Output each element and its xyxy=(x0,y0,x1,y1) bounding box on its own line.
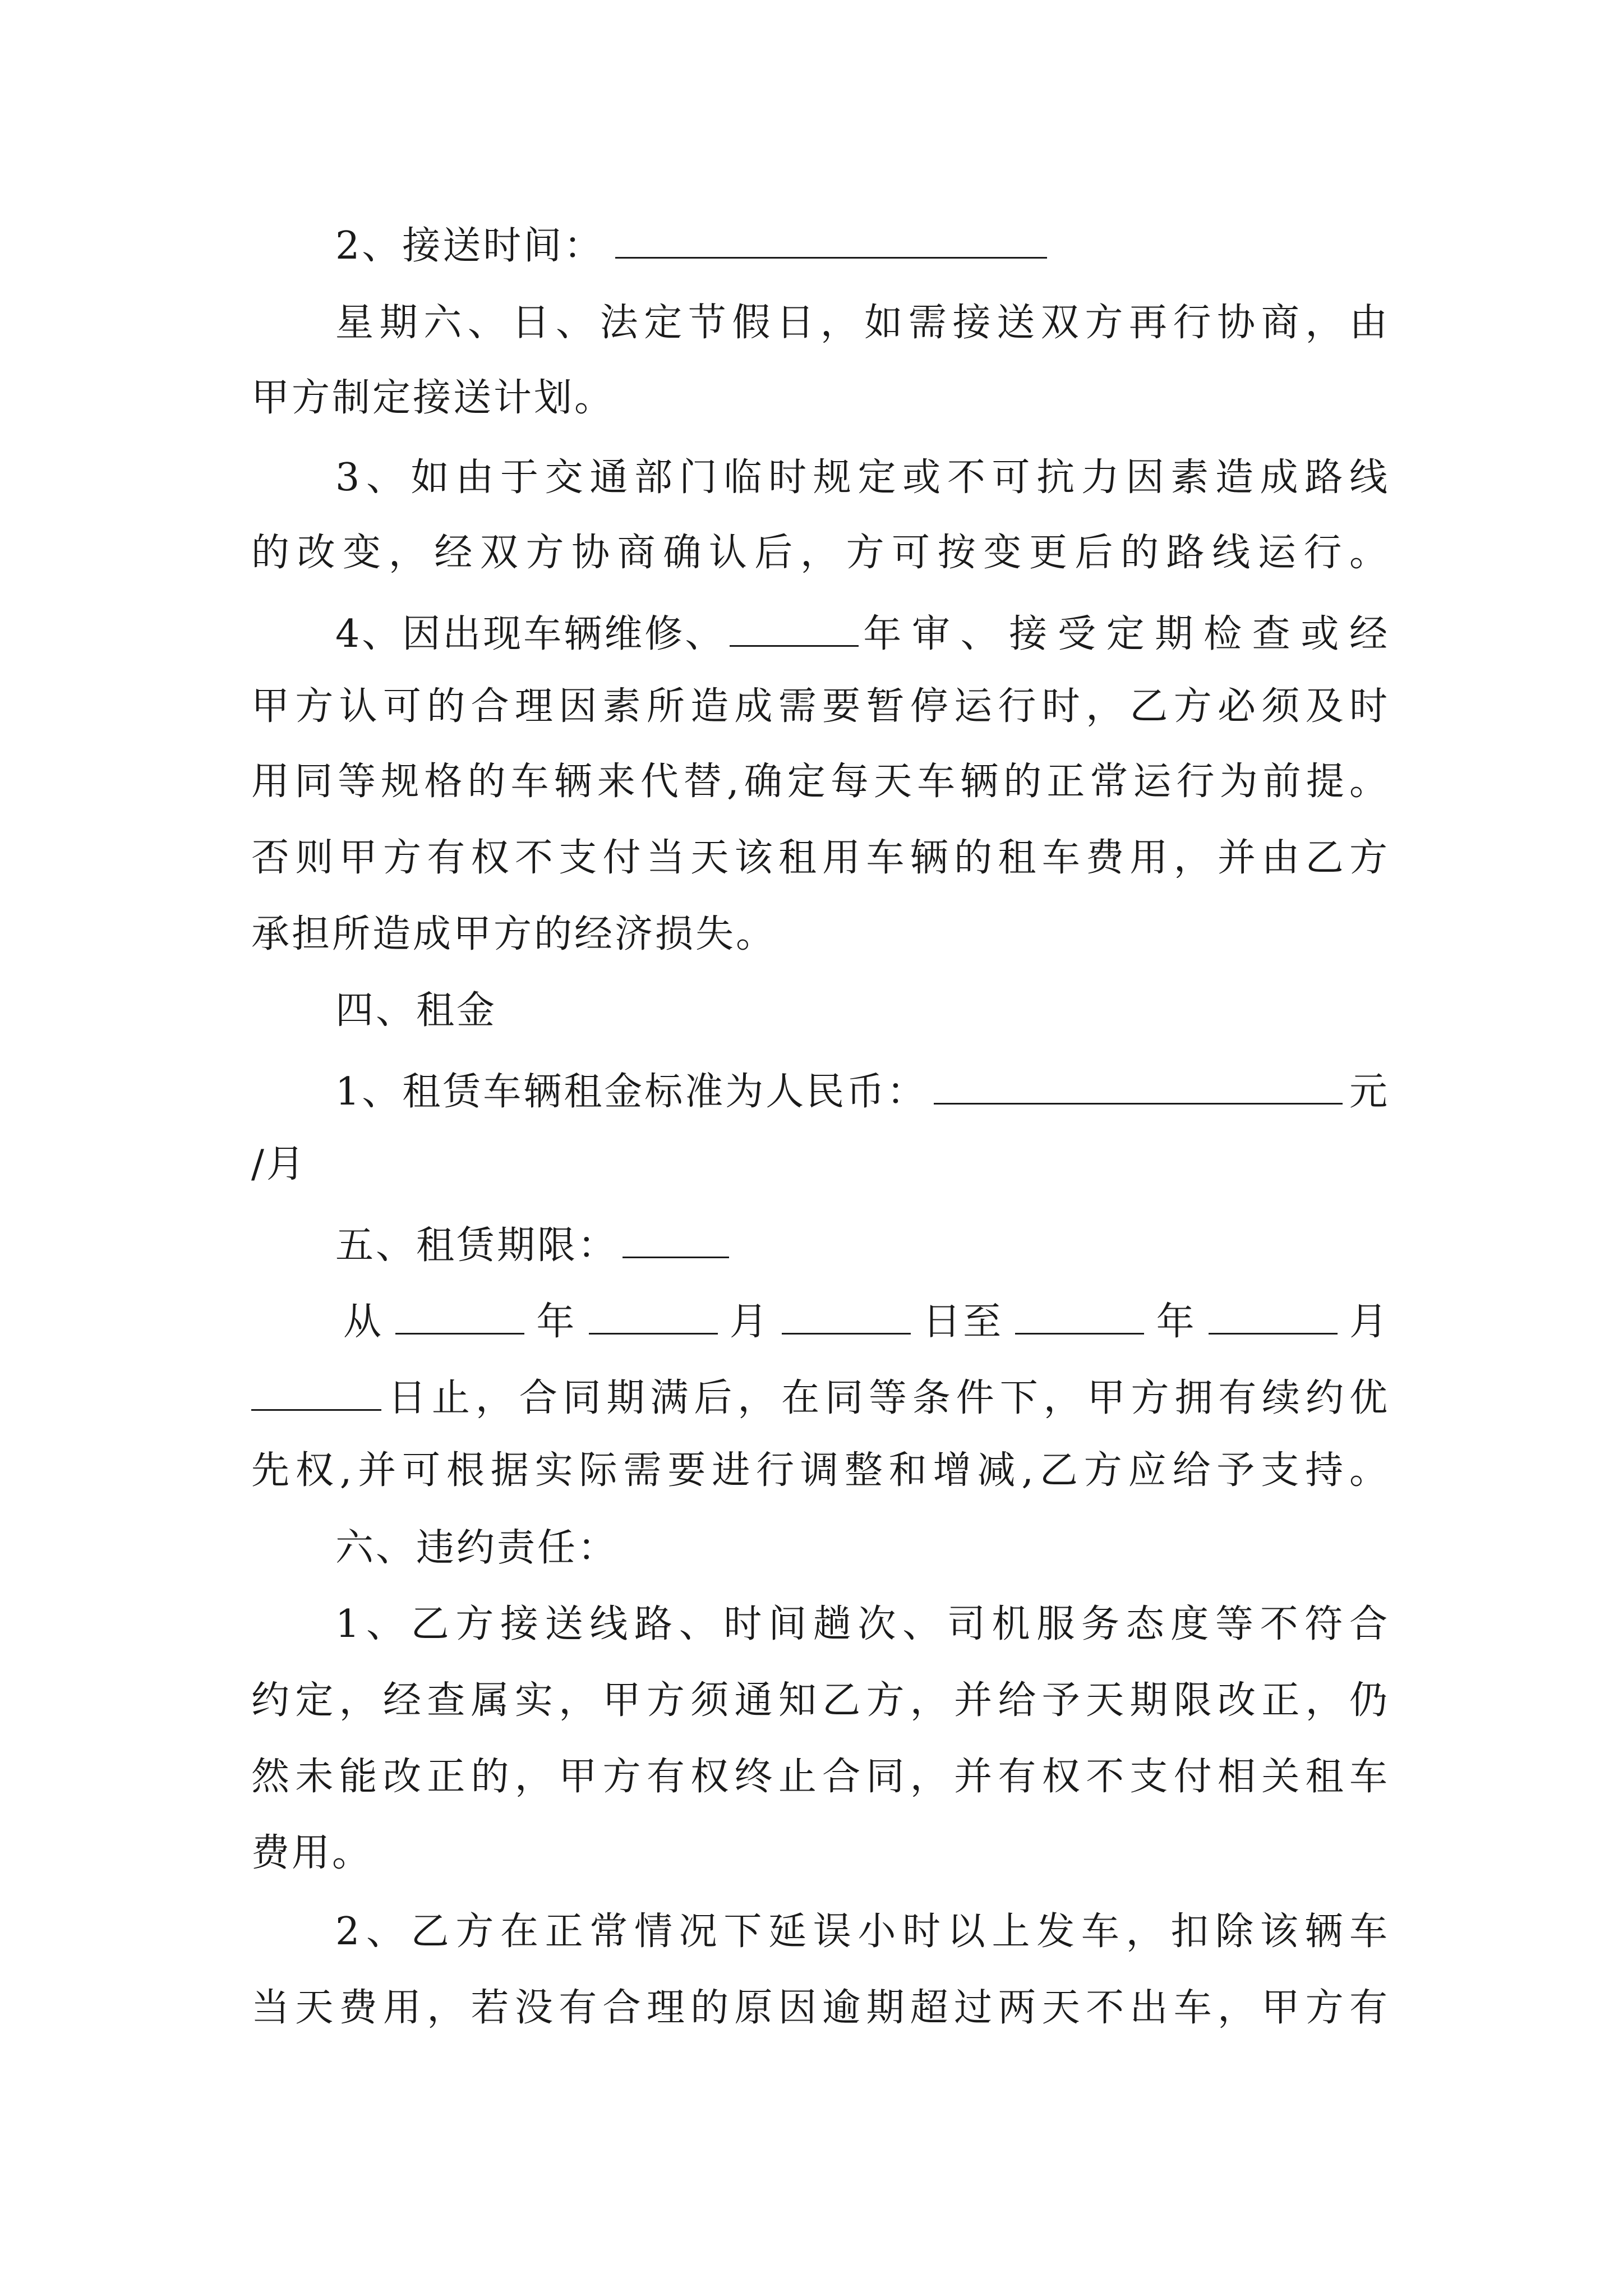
paragraph-line: /月 xyxy=(251,1142,307,1186)
paragraph-line: 否则甲方有权不支付当天该租用车辆的租车费用，并由乙方 xyxy=(251,836,1390,880)
month-label: 月 xyxy=(729,1300,770,1344)
paragraph-line: 1、乙方接送线路、时间趟次、司机服务态度等不符合 xyxy=(335,1602,1390,1646)
paragraph-line: 3、如由于交通部门临时规定或不可抗力因素造成路线 xyxy=(335,455,1390,500)
fill-in-blank xyxy=(395,1299,524,1335)
section-heading: 四、租金 xyxy=(335,988,497,1033)
line-text: 2、接送时间： xyxy=(335,224,605,268)
paragraph-line xyxy=(251,1375,1390,1418)
fill-in-blank xyxy=(623,1223,729,1258)
fill-in-blank xyxy=(1209,1299,1338,1335)
paragraph-line xyxy=(335,611,1390,654)
date-range-line xyxy=(343,1299,1390,1344)
line-text: 年审、接受定期检查或经 xyxy=(863,612,1390,656)
paragraph-line xyxy=(335,223,1390,268)
paragraph-line: 然未能改正的，甲方有权终止合同，并有权不支付相关租车 xyxy=(251,1755,1390,1799)
line-text: 五、租赁期限： xyxy=(335,1223,619,1268)
to-label: 日至 xyxy=(923,1300,1004,1344)
paragraph-line: 约定，经查属实，甲方须通知乙方，并给予天期限改正，仍 xyxy=(251,1678,1390,1723)
paragraph-line: 承担所造成甲方的经济损失。 xyxy=(251,912,777,956)
paragraph-line: 用同等规格的车辆来代替,确定每天车辆的正常运行为前提。 xyxy=(251,760,1390,804)
fill-in-blank xyxy=(251,1375,381,1411)
paragraph-line xyxy=(335,1069,1390,1114)
line-text: 日止，合同期满后，在同等条件下，甲方拥有续约优 xyxy=(388,1376,1390,1420)
from-label: 从 xyxy=(343,1300,384,1344)
fill-in-blank xyxy=(589,1299,718,1335)
fill-in-blank xyxy=(782,1299,911,1335)
paragraph-line: 的改变，经双方协商确认后，方可按变更后的路线运行。 xyxy=(251,531,1390,575)
line-text: 元 xyxy=(1349,1070,1390,1114)
line-text: 1、租赁车辆租金标准为人民币： xyxy=(335,1070,928,1114)
paragraph-line: 2、乙方在正常情况下延误小时以上发车，扣除该辆车 xyxy=(335,1910,1390,1954)
year-label: 年 xyxy=(1156,1300,1197,1344)
fill-in-blank xyxy=(1015,1299,1144,1335)
paragraph-line: 甲方认可的合理因素所造成需要暂停运行时，乙方必须及时 xyxy=(251,684,1390,729)
paragraph-line: 星期六、日、法定节假日，如需接送双方再行协商，由 xyxy=(335,301,1390,345)
fill-in-blank xyxy=(730,611,859,647)
year-label: 年 xyxy=(536,1300,577,1344)
section-heading: 六、违约责任： xyxy=(335,1526,619,1570)
fill-in-blank xyxy=(934,1069,1343,1105)
fill-in-blank xyxy=(615,223,1047,259)
paragraph-line: 甲方制定接送计划。 xyxy=(251,376,615,420)
month-label: 月 xyxy=(1349,1300,1390,1344)
paragraph-line: 费用。 xyxy=(251,1831,373,1875)
paragraph-line: 先权,并可根据实际需要进行调整和增减,乙方应给予支持。 xyxy=(251,1448,1390,1493)
section-heading xyxy=(335,1223,1390,1268)
line-text: 4、因出现车辆维修、 xyxy=(335,612,726,656)
paragraph-line: 当天费用，若没有合理的原因逾期超过两天不出车，甲方有 xyxy=(251,1986,1390,2030)
